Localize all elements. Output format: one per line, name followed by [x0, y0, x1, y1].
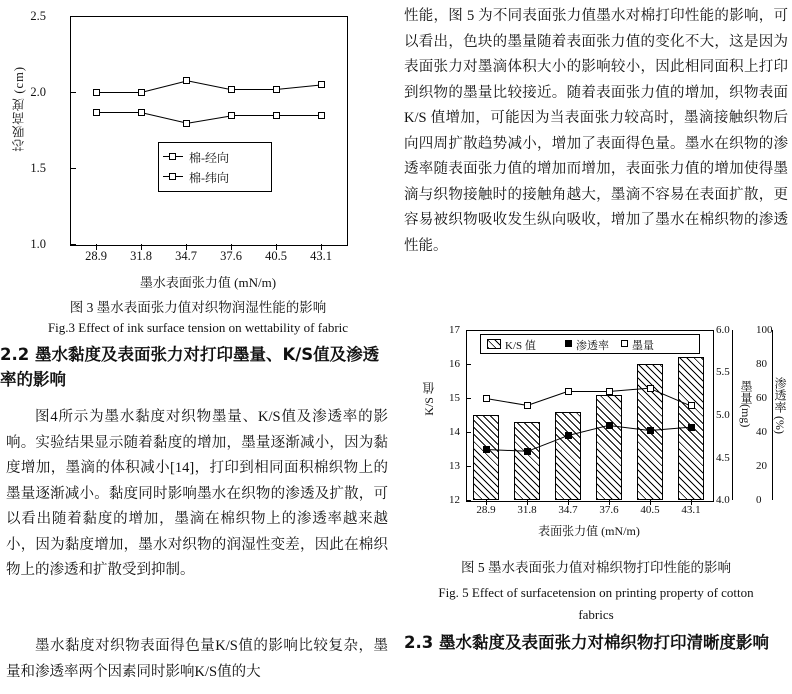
figure-3-ytick-mark — [70, 92, 76, 93]
figure-3-series1-point — [228, 86, 235, 93]
figure-3-ytick: 2.0 — [30, 85, 46, 99]
figure-3-y-axis-label: 芯吸高度 (cm) — [12, 66, 26, 152]
figure-3-xtick: 40.5 — [265, 249, 287, 263]
figure-5-caption-en-line2: fabrics — [578, 607, 614, 622]
figure-3-ytick: 1.5 — [30, 161, 46, 175]
figure-3-chart — [8, 6, 388, 296]
figure-5-y2tick: 4.0 — [716, 494, 730, 506]
figure-5-y2tick: 5.0 — [716, 409, 730, 421]
figure-5-caption-cn: 图 5 墨水表面张力值对棉织物打印性能的影响 — [461, 560, 731, 575]
figure-5-series-permeability-point — [483, 395, 490, 402]
figure-3-series1-point — [318, 81, 325, 88]
figure-5-ytick-mark — [466, 364, 471, 365]
figure-3-x-axis-label: 墨水表面张力值 (mN/m) — [139, 275, 277, 290]
figure-5-y3tick: 40 — [756, 426, 767, 438]
figure-3-xtick: 31.8 — [130, 249, 152, 263]
figure-3-series1-point — [183, 77, 190, 84]
figure-5-ytick: 14 — [449, 426, 460, 438]
figure-3-series2-point — [318, 112, 325, 119]
right-paragraph-1: 性能，图 5 为不同表面张力值墨水对棉打印性能的影响，可以看出，色块的墨量随着表面张力值的变化不大，这是因为表面张力对墨滴体积大小的影响较小，因此相同面积上打印到织物的墨量比较接近。随着表面张力值的增加，织物表面 K/S 值增加，可能因为当表面张力较高时，墨滴接触织物后向四周扩散趋势减小，增加了表面得色量。墨水在织物的渗透率随表面张力值的增加而增加，表面张力值的增加使得墨滴与织物接触时的接触角越大，墨滴不容易在表面扩散，更容易被织物吸收发生纵向吸收，增加了墨水在棉织物的渗透性能。 — [404, 8, 788, 254]
figure-3-series2-point — [93, 109, 100, 116]
figure-5-y-axis-label: K/S 值 — [422, 382, 436, 416]
figure-5-y2tick: 6.0 — [716, 324, 730, 336]
figure-5-y3tick: 100 — [756, 324, 773, 336]
figure-5-series-permeability-point — [524, 402, 531, 409]
figure-5-series-permeability-point — [688, 402, 695, 409]
figure-3-series1-point — [93, 89, 100, 96]
figure-3-series1-point — [273, 86, 280, 93]
figure-3-xtick: 43.1 — [310, 249, 332, 263]
figure-3-series2-segment — [96, 112, 141, 113]
figure-5-legend-label-ks: K/S 值 — [505, 340, 536, 352]
figure-3-xtick: 37.6 — [220, 249, 242, 263]
figure-5-y3tick: 60 — [756, 392, 767, 404]
figure-3-xtick: 28.9 — [85, 249, 107, 263]
left-paragraph-2: 墨水黏度对织物表面得色量K/S值的影响比较复杂，墨量和渗透率两个因素同时影响K/S值的大 — [6, 638, 388, 680]
figure-5-xtick: 34.7 — [558, 504, 578, 516]
figure-3-caption-cn: 图 3 墨水表面张力值对织物润湿性能的影响 — [69, 300, 327, 315]
figure-5-series-inkamount-point — [524, 448, 531, 455]
figure-5-bar — [596, 395, 622, 500]
figure-5-series-inkamount-point — [688, 424, 695, 431]
figure-3-ytick-mark — [70, 168, 76, 169]
figure-3-series2-segment — [231, 115, 276, 116]
figure-5-y2tick: 5.5 — [716, 366, 730, 378]
figure-5-y2-axis-label: 墨量(mg) — [739, 380, 753, 428]
figure-3-legend-label: 棉-纬向 — [189, 171, 229, 185]
figure-5-ytick: 16 — [449, 358, 460, 370]
figure-5-ytick-mark — [466, 432, 471, 433]
figure-5-y3-axis-label: 渗透率 (%) — [773, 377, 787, 434]
figure-5-ytick-mark — [466, 500, 471, 501]
section-2-2-heading: 2.2 墨水黏度及表面张力对打印墨量、K/S值及渗透率的影响 — [0, 345, 380, 389]
figure-5-xtick: 28.9 — [476, 504, 496, 516]
figure-3-caption-en: Fig.3 Effect of ink surface tension on wettability of fabric — [47, 320, 349, 335]
figure-5-ytick: 15 — [449, 392, 460, 404]
figure-5-legend-marker-permeability — [565, 340, 572, 347]
figure-5-xtick: 31.8 — [517, 504, 537, 516]
figure-5-xtick: 40.5 — [640, 504, 660, 516]
figure-3-series1-segment — [96, 92, 141, 93]
figure-5-ytick: 13 — [449, 460, 460, 472]
figure-5-plot-area — [466, 330, 714, 502]
figure-3-series2-segment — [276, 115, 321, 116]
figure-3-series2-point — [228, 112, 235, 119]
figure-5-series-inkamount-point — [565, 432, 572, 439]
figure-5-ytick-mark — [466, 330, 471, 331]
figure-5-legend-marker-inkamount — [621, 340, 628, 347]
figure-5-chart — [420, 322, 787, 542]
figure-5-legend-label-permeability: 渗透率 — [576, 340, 609, 352]
figure-5-ytick-mark — [466, 466, 471, 467]
figure-5-caption-en-line1: Fig. 5 Effect of surfacetension on printing property of cotton — [438, 585, 754, 600]
figure-3-xtick: 34.7 — [175, 249, 197, 263]
figure-3-legend-marker — [169, 173, 176, 180]
figure-5-y3tick: 0 — [756, 494, 762, 506]
figure-3-ytick: 1.0 — [30, 237, 46, 251]
figure-5-ytick: 12 — [449, 494, 460, 506]
figure-3-legend-label: 棉-经向 — [189, 151, 229, 165]
figure-5-legend-label-inkamount: 墨量 — [632, 340, 654, 352]
figure-5-series-permeability-point — [565, 388, 572, 395]
figure-3-ytick-mark — [70, 244, 76, 245]
figure-5-series-inkamount-point — [483, 446, 490, 453]
section-2-3-heading: 2.3 墨水黏度及表面张力对棉织物打印清晰度影响 — [404, 633, 769, 652]
figure-5-y3tick: 80 — [756, 358, 767, 370]
figure-5-y2tick: 4.5 — [716, 452, 730, 464]
figure-5-series-permeability-segment — [568, 391, 609, 392]
figure-3-series1-segment — [231, 89, 276, 90]
figure-5-series-permeability-point — [647, 385, 654, 392]
figure-5-xtick: 43.1 — [681, 504, 701, 516]
figure-5-legend — [480, 334, 700, 354]
figure-5-series-inkamount-point — [606, 422, 613, 429]
figure-5-x-axis-label: 表面张力值 (mN/m) — [538, 524, 640, 538]
right-column — [400, 0, 792, 694]
figure-3-ytick-mark — [70, 16, 76, 17]
figure-3-ytick: 2.5 — [30, 9, 46, 23]
figure-3-series1-point — [138, 89, 145, 96]
figure-3-legend-marker — [169, 153, 176, 160]
figure-5-series-inkamount-point — [647, 427, 654, 434]
figure-5-y3tick: 20 — [756, 460, 767, 472]
figure-3-series2-point — [138, 109, 145, 116]
figure-5-bar — [555, 412, 581, 500]
figure-3-plot-area — [70, 16, 348, 246]
figure-5-bar — [473, 415, 499, 500]
figure-5-ytick: 17 — [449, 324, 460, 336]
figure-3-series2-point — [273, 112, 280, 119]
figure-5-ytick-mark — [466, 398, 471, 399]
figure-5-xtick: 37.6 — [599, 504, 619, 516]
figure-5-series-permeability-point — [606, 388, 613, 395]
figure-5-bar — [514, 422, 540, 500]
left-paragraph-1: 图4所示为墨水黏度对织物墨量、K/S值及渗透率的影响。实验结果显示随着黏度的增加，墨量逐渐减小，因为黏度增加，墨滴的体积减小[14]，打印到相同面积棉织物上的墨量逐渐减小。黏度同时影响墨水在织物的渗透及扩散，可以看出随着黏度的增加，墨滴在棉织物上的渗透率越来越小，因为黏度增加，墨水对织物的润湿性变差，因此在棉织物上的渗透和扩散受到抑制。 — [6, 409, 388, 578]
figure-5-legend-bar-swatch — [487, 339, 501, 349]
figure-3-series2-point — [183, 120, 190, 127]
figure-3-legend — [158, 142, 272, 192]
